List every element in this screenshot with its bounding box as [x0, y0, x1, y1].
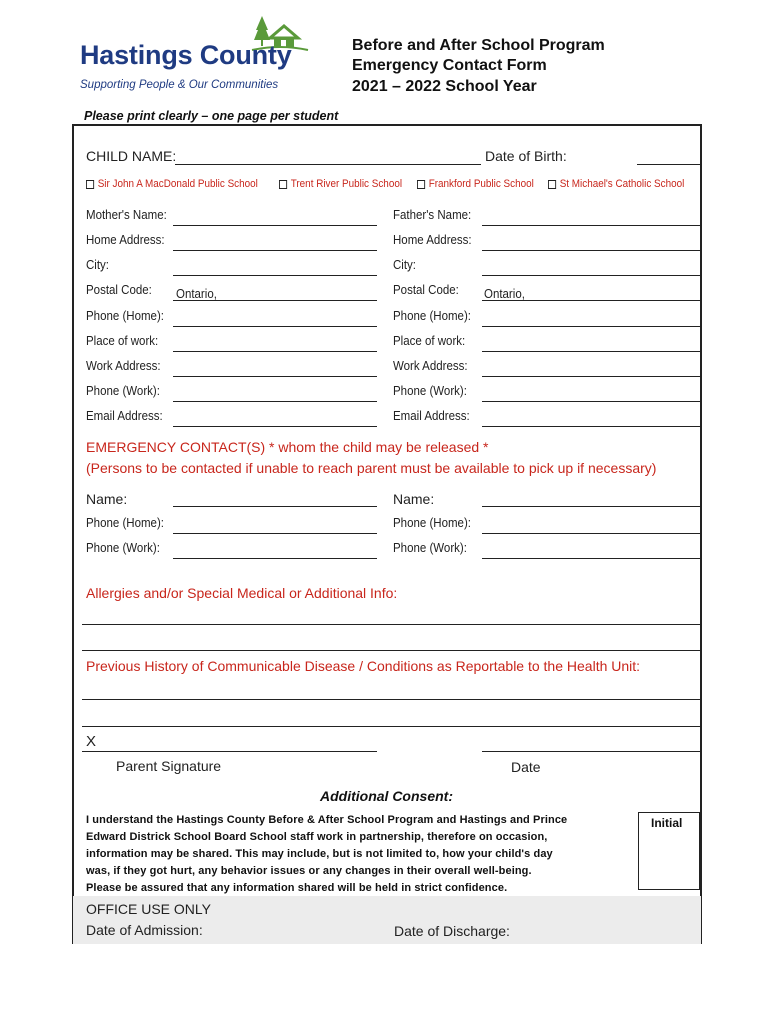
father-phone-work-label: Phone (Work):	[393, 384, 467, 398]
father-work-address-field[interactable]	[482, 376, 701, 377]
emergency1-phone-home-label: Phone (Home):	[86, 516, 164, 530]
father-phone-home-field[interactable]	[482, 326, 701, 327]
consent-line: information may be shared. This may include, but is not limited to, how your child's day	[86, 848, 553, 860]
father-city-label: City:	[393, 258, 416, 272]
father-postal-label: Postal Code:	[393, 283, 459, 297]
signature-x-mark: X	[86, 733, 97, 750]
father-city-field[interactable]	[482, 275, 701, 276]
mother-city-field[interactable]	[173, 275, 377, 276]
school-label: St Michael's Catholic School	[559, 178, 685, 190]
mother-name-field[interactable]	[173, 225, 377, 226]
checkbox-icon[interactable]	[279, 180, 287, 189]
emergency2-name-field[interactable]	[482, 506, 701, 507]
emergency2-name-label: Name:	[393, 491, 435, 507]
mother-phone-work-label: Phone (Work):	[86, 384, 160, 398]
father-name-label: Father's Name:	[393, 208, 472, 222]
mother-work-address-field[interactable]	[173, 376, 377, 377]
form-title-line2: Emergency Contact Form	[352, 57, 547, 74]
org-name: Hastings County	[80, 40, 292, 70]
mother-city-label: City:	[86, 258, 109, 272]
org-tagline: Supporting People & Our Communities	[80, 79, 279, 91]
admission-date-label: Date of Admission:	[86, 922, 203, 938]
emergency1-phone-work-label: Phone (Work):	[86, 541, 160, 555]
signature-date-field[interactable]	[482, 751, 701, 752]
allergies-field-line2[interactable]	[82, 650, 701, 651]
consent-heading: Additional Consent:	[320, 788, 453, 804]
emergency1-name-label: Name:	[86, 491, 128, 507]
signature-date-label: Date	[511, 759, 541, 775]
child-name-label: CHILD NAME:	[86, 148, 177, 164]
emergency-heading: EMERGENCY CONTACT(S) * whom the child may be released *	[86, 439, 489, 455]
discharge-date-label: Date of Discharge:	[394, 923, 510, 939]
school-label: Frankford Public School	[428, 178, 534, 190]
form-title-line1: Before and After School Program	[352, 37, 605, 54]
father-name-field[interactable]	[482, 225, 701, 226]
father-province-value: Ontario,	[484, 287, 525, 301]
allergies-label: Allergies and/or Special Medical or Additional Info:	[86, 585, 398, 601]
checkbox-icon[interactable]	[86, 180, 94, 189]
mother-name-label: Mother's Name:	[86, 208, 167, 222]
mother-phone-home-field[interactable]	[173, 326, 377, 327]
consent-line: I understand the Hastings County Before & After School Program and Hastings and Prince	[86, 814, 568, 826]
emergency-subheading: (Persons to be contacted if unable to reach parent must be available to pick up if necessary)	[86, 460, 657, 476]
emergency2-phone-work-label: Phone (Work):	[393, 541, 467, 555]
school-option-3[interactable]	[417, 178, 534, 190]
father-work-address-label: Work Address:	[393, 359, 468, 373]
form-title-line3: 2021 – 2022 School Year	[352, 78, 537, 95]
father-phone-work-field[interactable]	[482, 401, 701, 402]
mother-phone-home-label: Phone (Home):	[86, 309, 164, 323]
mother-phone-work-field[interactable]	[173, 401, 377, 402]
mother-place-work-label: Place of work:	[86, 334, 159, 348]
allergies-field-line1[interactable]	[82, 624, 701, 625]
mother-address-field[interactable]	[173, 250, 377, 251]
father-place-work-label: Place of work:	[393, 334, 466, 348]
consent-text	[86, 812, 626, 897]
dob-label: Date of Birth:	[485, 148, 567, 164]
emergency2-phone-home-label: Phone (Home):	[393, 516, 471, 530]
print-note: Please print clearly – one page per student	[84, 109, 339, 123]
mother-email-label: Email Address:	[86, 409, 163, 423]
history-field-line1[interactable]	[82, 699, 701, 700]
mother-postal-field[interactable]	[173, 300, 377, 301]
checkbox-icon[interactable]	[417, 180, 425, 189]
mother-email-field[interactable]	[173, 426, 377, 427]
father-address-field[interactable]	[482, 250, 701, 251]
school-option-4[interactable]	[548, 178, 684, 190]
office-use-heading: OFFICE USE ONLY	[86, 901, 211, 917]
emergency1-phone-work-field[interactable]	[173, 558, 377, 559]
consent-line: Edward Districk School Board School staff work in partnership, therefore on occasion,	[86, 831, 548, 843]
school-label: Sir John A MacDonald Public School	[97, 178, 258, 190]
initial-label: Initial	[651, 816, 683, 830]
mother-address-label: Home Address:	[86, 233, 165, 247]
emergency1-phone-home-field[interactable]	[173, 533, 377, 534]
school-label: Trent River Public School	[290, 178, 403, 190]
history-field-line2[interactable]	[82, 726, 701, 727]
father-place-work-field[interactable]	[482, 351, 701, 352]
father-address-label: Home Address:	[393, 233, 472, 247]
parent-signature-field[interactable]	[82, 751, 377, 752]
child-name-field[interactable]	[175, 164, 481, 165]
father-email-field[interactable]	[482, 426, 701, 427]
mother-work-address-label: Work Address:	[86, 359, 161, 373]
school-option-2[interactable]	[279, 178, 402, 190]
father-postal-field[interactable]	[482, 300, 701, 301]
history-label: Previous History of Communicable Disease / Conditions as Reportable to the Health Unit:	[86, 658, 641, 674]
consent-line: Please be assured that any information shared will be held in strict confidence.	[86, 882, 508, 894]
parent-signature-label: Parent Signature	[116, 758, 222, 774]
emergency2-phone-home-field[interactable]	[482, 533, 701, 534]
consent-line: was, if they got hurt, any behavior issues or any changes in their overall well-being.	[86, 865, 532, 877]
dob-field[interactable]	[637, 164, 701, 165]
emergency2-phone-work-field[interactable]	[482, 558, 701, 559]
father-phone-home-label: Phone (Home):	[393, 309, 471, 323]
father-email-label: Email Address:	[393, 409, 470, 423]
mother-place-work-field[interactable]	[173, 351, 377, 352]
emergency1-name-field[interactable]	[173, 506, 377, 507]
mother-postal-label: Postal Code:	[86, 283, 152, 297]
mother-province-value: Ontario,	[176, 287, 217, 301]
school-option-1[interactable]	[86, 178, 258, 190]
checkbox-icon[interactable]	[548, 180, 556, 189]
